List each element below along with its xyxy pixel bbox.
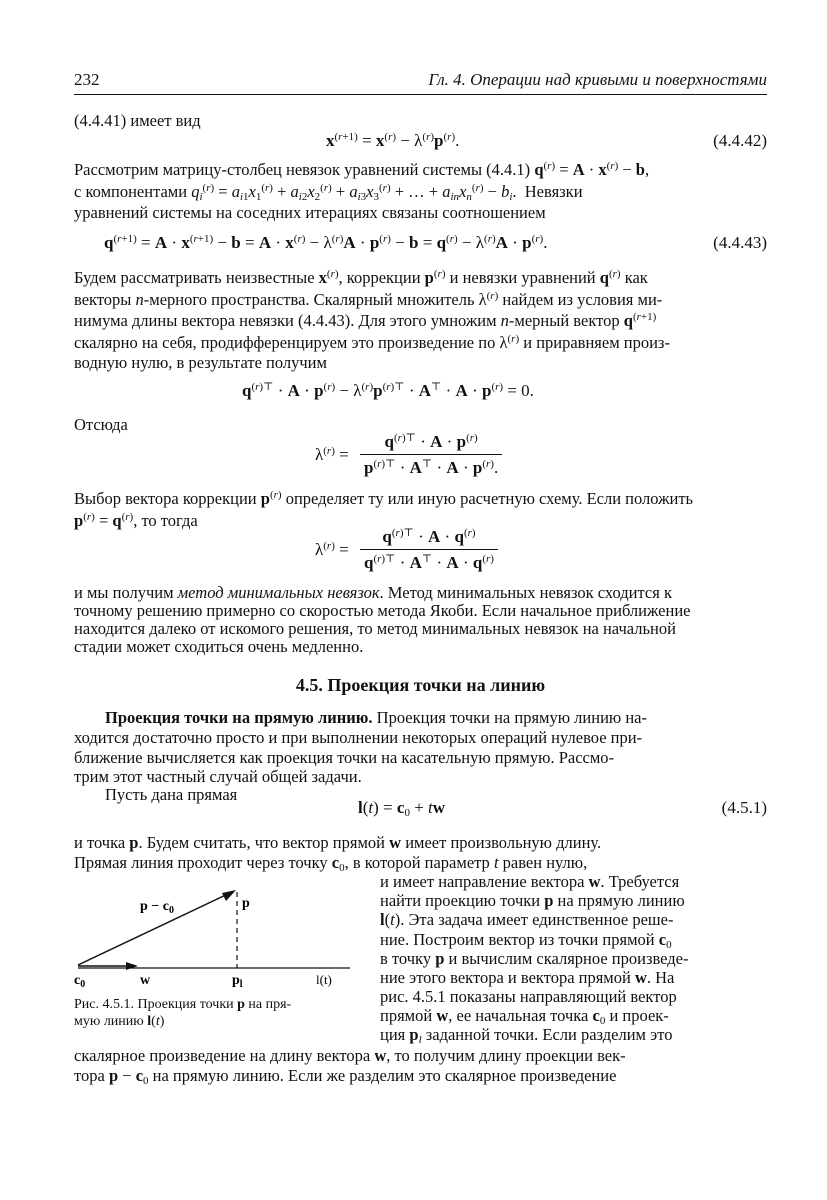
- text-line: ние этого вектора и вектора прямой w. На: [380, 968, 675, 987]
- fig-label-c0: $c_0$: [74, 973, 86, 990]
- text-line: Прямая линия проходит через точку $c_0$, в которой параметр t равен нулю,: [74, 853, 588, 874]
- text-line: и точка p. Будем считать, что вектор прямой w имеет произвольную длину.: [74, 833, 602, 852]
- text-line: ходится достаточно просто и при выполнении некоторых операций нулевое при-: [74, 728, 643, 747]
- text-line: Пусть дана прямая: [105, 785, 238, 804]
- text-line: рис. 4.5.1 показаны направляющий вектор: [380, 987, 677, 1006]
- lambda-fraction: $\frac{q^{(r)⊤} \cdot A \cdot q^{(r)}}{q^{(r)⊤} \cdot A^⊤ \cdot A \cdot q^{(r)}}$: [360, 527, 498, 573]
- equation-4-4-43: $q^{(r+1)} = A \cdot x^{(r+1)} - b = A \cdot x^{(r)} - \lambda^{(r)}A \cdot p^{(r)} - b = q^{(r)} - \lambda^{(r)}A \cdot p^{(r)}$.: [104, 233, 548, 252]
- text-line: скалярно на себя, продифференцируем это произведение по $\lambda^{(r)}$ и приравняем произ-: [74, 333, 670, 352]
- eq-number: (4.4.42): [713, 131, 767, 150]
- text-line: водную нулю, в результате получим: [74, 353, 327, 372]
- text-line: стадии может сходиться очень медленно.: [74, 637, 364, 656]
- text-line: скалярное произведение на длину вектора w, то получим длину проекции век-: [74, 1046, 626, 1065]
- lambda-fraction: $\frac{q^{(r)⊤} \cdot A \cdot p^{(r)}}{p^{(r)⊤} \cdot A^⊤ \cdot A \cdot p^{(r)}.}$: [360, 432, 502, 478]
- fig-label-w: w: [140, 973, 151, 988]
- text-line: $p^{(r)} = q^{(r)}$, то тогда: [74, 511, 198, 530]
- fig-label-pl: $p_l$: [232, 973, 243, 990]
- text-line: точному решению примерно со скоростью метода Якоби. Если начальное приближение: [74, 601, 691, 620]
- text-line: тора $p - c_0$ на прямую линию. Если же разделим это скалярное произведение: [74, 1066, 617, 1087]
- projection-figure: [72, 880, 352, 990]
- text-line: ближение вычисляется как проекция точки на касательную прямую. Рассмо-: [74, 748, 615, 767]
- text-line: векторы n-мерного пространства. Скалярный множитель $\lambda^{(r)}$ найдем из условия ми-: [74, 290, 663, 309]
- eq-number: (4.5.1): [721, 798, 767, 817]
- fig-label-p-minus-c0: $p - c_0$: [140, 899, 174, 916]
- text-line: трим этот частный случай общей задачи.: [74, 767, 362, 786]
- text-line: Рассмотрим матрицу-столбец невязок уравнений системы (4.4.1) $q^{(r)} = A \cdot x^{(r)} - b$,: [74, 160, 650, 179]
- text-line: в точку p и вычислим скалярное произведе-: [380, 949, 689, 968]
- text-line: l(t). Эта задача имеет единственное реше-: [380, 910, 674, 929]
- text-line: Будем рассматривать неизвестные $x^{(r)}$, коррекции $p^{(r)}$ и невязки уравнений $q^{(r)}$ как: [74, 268, 648, 287]
- lambda-lhs: $\lambda^{(r)}$ =: [315, 540, 349, 559]
- text-line: находится далеко от искомого решения, то метод минимальных невязок на начальной: [74, 619, 676, 638]
- text-line: нимума длины вектора невязки (4.4.43). Для этого умножим n-мерный вектор $q^{(r+1)}$: [74, 311, 657, 330]
- running-title: Гл. 4. Операции над кривыми и поверхностями: [428, 70, 767, 89]
- lambda-lhs: $\lambda^{(r)}$ =: [315, 445, 349, 464]
- text-line: Выбор вектора коррекции $p^{(r)}$ определяет ту или иную расчетную схему. Если положить: [74, 489, 694, 508]
- eq-number: (4.4.43): [713, 233, 767, 252]
- text-line: и имеет направление вектора w. Требуется: [380, 872, 680, 891]
- figure-caption: Рис. 4.5.1. Проекция точки p на пря- мую линию l(t): [74, 997, 292, 1029]
- text-line: и мы получим метод минимальных невязок. Метод минимальных невязок сходится к: [74, 583, 672, 602]
- page-header: [74, 70, 767, 95]
- equation-4-4-42: $x^{(r+1)} = x^{(r)} - \lambda^{(r)}p^{(r)}$.: [326, 131, 460, 150]
- arrow-head-p: [222, 890, 236, 901]
- text-line: найти проекцию точки p на прямую линию: [380, 891, 685, 910]
- section-title: 4.5. Проекция точки на линию: [295, 675, 546, 695]
- arrow-head-w: [126, 962, 138, 970]
- fig-label-lt: l(t): [316, 972, 332, 987]
- fig-label-p: p: [242, 896, 250, 911]
- equation-derivative: $q^{(r)⊤} \cdot A \cdot p^{(r)} - \lambda^{(r)}p^{(r)⊤} \cdot A^⊤ \cdot A \cdot p^{(r)} = 0$.: [242, 381, 534, 400]
- intro-line: (4.4.41) имеет вид: [74, 111, 201, 130]
- page-number: 232: [74, 70, 100, 89]
- text-line: ние. Построим вектор из точки прямой $c_0$: [380, 930, 672, 951]
- text-line: ция $p_l$ заданной точки. Если разделим это: [380, 1025, 673, 1046]
- equation-4-5-1: $l(t) = c_0$ + tw: [358, 798, 446, 819]
- text-line: уравнений системы на соседних итерациях связаны соотношением: [74, 203, 546, 222]
- text-line: Отсюда: [74, 415, 128, 434]
- text-line: с компонентами $q_i^{(r)} = a_{i1}x_1^{(r)} + a_{i2}x_2^{(r)} + a_{i3}x_3^{(r)}$ + … + $a_{in}x_n^{(r)} - b_i$. Невязки: [74, 182, 583, 203]
- text-line: прямой w, ее начальная точка $c_0$ и проек-: [380, 1006, 669, 1027]
- text-line: Проекция точки на прямую линию. Проекция точки на прямую линию на-: [105, 708, 648, 727]
